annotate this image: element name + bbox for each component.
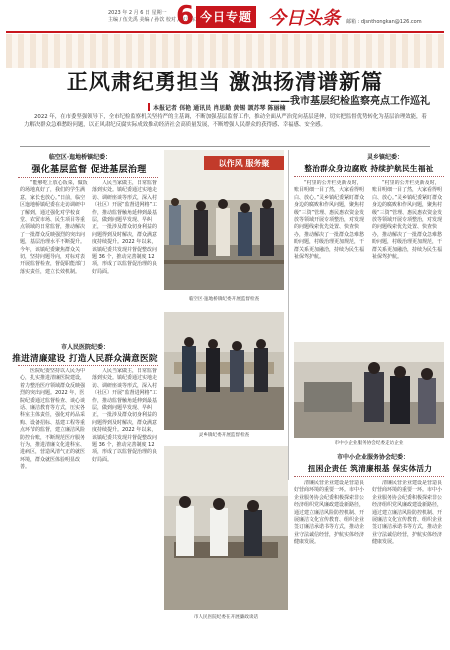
section-heading-linchang: 强化基层监督 促进基层治理 <box>31 165 147 175</box>
photo-lingxiang-inspection <box>164 312 284 430</box>
column-divider <box>288 150 289 480</box>
dotted-rule <box>294 176 444 177</box>
hospital-text-col2: 人民当家做主，日常监督落到实处。镇纪委通过实地走访、调研座谈等形式，深入村（社区）开展“监督进网格”工作，推动监督触角延伸到最基层，做到问题早发现、早纠正，一批涉及群众切身利益的问题得到及时解决，群众满意度持续提升。2022 年以来，该镇纪委共发现并督促整改问题 36 个，推动完善制度 12 项，形成了以监督促治理的良好局面。 <box>92 368 158 463</box>
hospital-text-col1: 医院纪委坚持以人民为中心，扎实推进清廉医院建设，着力整治医疗领域群众反映强烈的突出问题。2022 年，医院纪委通过监督检查、谈心谈话、廉洁教育等方式，压实各科室主体责任，强化对药品采购、设备招标、基建工程等重点环节的监督，建立廉洁风险防控台账，不断规范医疗服务行为，推进清廉文化进科室、进病区，营造风清气正的就医环境，群众就医体验明显改善。 <box>20 368 86 471</box>
section-heading-lingxiang: 整治群众身边腐败 持续护航民生福祉 <box>304 164 434 173</box>
photo-linchang-inspection <box>164 150 284 290</box>
date-line: 2023 年 2 月 6 日 星期一 <box>108 10 167 16</box>
editor-line: 主编 / 伍先禹 美编 / 孙饮 校对 / 龙学东 <box>108 17 196 23</box>
intro-divider <box>20 146 430 147</box>
dotted-rule <box>18 365 158 366</box>
caption-photo3: 市中小企业服务协会纪委走访企业 <box>334 441 404 446</box>
section-label-lingxiang: 灵乡镇纪委： <box>366 154 403 161</box>
photo-enterprise-visit <box>294 342 444 438</box>
sme-text-col2: 清廉民营企业建设是营造良好营商环境的重要一环。市中小企业服务协会纪委积极探索非公经济组织党风廉政建设新路径，通过建立廉洁风险防控机制、开展廉洁文化宣传教育、组织企业签订廉洁承诺书等方式，推动企业守法诚信经营，护航实体经济健康发展。 <box>372 480 443 546</box>
newspaper-logo: 今日头条 <box>268 8 340 29</box>
page-headline: 正风肃纪勇担当 激浊扬清谱新篇 <box>66 70 384 94</box>
dotted-rule <box>18 177 158 178</box>
caption-photo2: 灵乡镇纪委开展监督检查 <box>198 433 250 438</box>
section-label-hospital: 市人民医院纪委： <box>60 344 109 351</box>
section-title: 今日专题 <box>196 6 256 28</box>
section-heading-sme: 扭困企责任 筑清廉根基 保实体活力 <box>307 464 433 473</box>
caption-photo4: 市人民医院纪委在开展廉政谈话 <box>193 615 259 620</box>
linchang-text-col2: 人民当家做主，日常监督落到实处。镇纪委通过实地走访、调研座谈等形式，深入村（社区）开展“监督进网格”工作，推动监督触角延伸到最基层，做到问题早发现、早纠正，一批涉及群众切身利益的问题得到及时解决，群众满意度持续提升。2022 年以来，该镇纪委共发现并督促整改问题 36 个，推动完善制度 12 项，形成了以监督促治理的良好局面。 <box>92 180 158 275</box>
photo-hospital-talk <box>164 446 288 610</box>
dotted-rule <box>294 476 444 477</box>
photo-banner-text: 以作风 服务聚 <box>218 159 270 168</box>
byline: 本报记者 佴艳 通讯员 肖思勤 黄锡 颉苏琴 陈丽楠 <box>153 105 286 112</box>
section-heading-hospital: 推进清廉建设 打造人民群众满意医院 <box>12 354 158 364</box>
lingxiang-text-col1: “村里的公开栏更新及时，账目明细一目了然，大家看得明白、放心。”灵乡镇纪委紧盯群众身边的腐败和作风问题，聚焦村级“三资”管理、惠民惠农资金发放等领域开展专项整治，对发现的问题线索优先处置、快查快办，推动解决了一批群众急难愁盼问题，村级治理更加规范，干群关系更加融洽，持续为民生福祉保驾护航。 <box>294 180 365 261</box>
page-subtitle: ——我市基层纪检监察亮点工作巡礼 <box>270 96 430 107</box>
caption-photo1: 临空区·迤地桥镇纪委开展监督检查 <box>188 297 260 302</box>
lingxiang-text-col2: “村里的公开栏更新及时，账目明细一目了然，大家看得明白、放心。”灵乡镇纪委紧盯群众身边的腐败和作风问题，聚焦村级“三资”管理、惠民惠农资金发放等领域开展专项整治，对发现的问题线索优先处置、快查快办，推动解决了一批群众急难愁盼问题，村级治理更加规范，干群关系更加融洽，持续为民生福祉保驾护航。 <box>372 180 443 261</box>
header-email: 邮箱 : djsnthongkan@126.com <box>346 19 422 25</box>
title-pattern-band <box>6 34 444 68</box>
page-number: 6 <box>176 1 195 31</box>
linchang-text-col1: “能够吃上放心饭菜，做饭的场地真好了，我们的学生满意，家长也放心。”日前，临空区迤地桥镇纪委在走访调研中了解到，通过强化对学校食堂、农贸市场、民生项目等重点领域的日常监督，推动解决了一批群众反映强烈的突出问题，基层治理水平不断提升。今年，该镇纪委聚焦群众关切，坚持问题导向，对标对表开展监督检查，督促职能部门落实责任，建立长效机制。 <box>20 180 88 275</box>
section-label-sme: 市中小企业服务协会纪委： <box>336 454 409 461</box>
byline-marker <box>148 103 150 111</box>
sme-text-col1: 清廉民营企业建设是营造良好营商环境的重要一环。市中小企业服务协会纪委积极探索非公经济组织党风廉政建设新路径，通过建立廉洁风险防控机制、开展廉洁文化宣传教育、组织企业签订廉洁承诺书等方式，推动企业守法诚信经营，护航实体经济健康发展。 <box>294 480 365 546</box>
intro-paragraph: 2022 年，在市委坚强领导下，全市纪检监察机关坚持严的主基调，不断加强基层监督工作，推动全面从严治党向基层延伸，切实把监督优势转化为基层治理效能，着力解决群众急难愁盼问题，以正风肃纪反腐实际成效推动经济社会高质量发展，不断增强人民群众的获得感、幸福感、安全感。 <box>24 114 427 128</box>
header-rule <box>6 31 444 33</box>
section-label-linchang: 临空区·迤地桥镇纪委： <box>48 154 112 161</box>
